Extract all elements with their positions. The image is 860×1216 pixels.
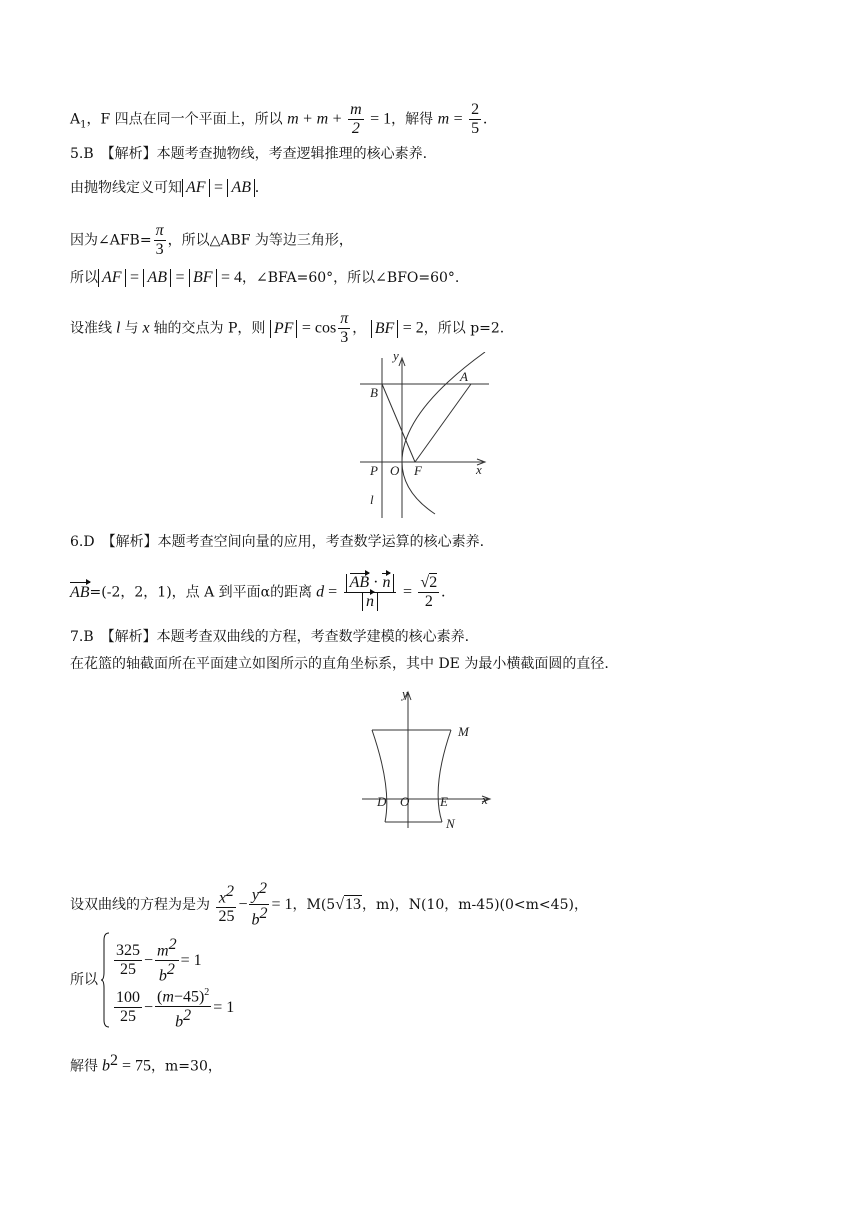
q7-line-2: 在花篮的轴截面所在平面建立如图所示的直角坐标系，其中 DE 为最小横截面圆的直径. [70,656,609,672]
q7-line-4: 所以 [70,972,98,988]
q6-title: 6.D 【解析】本题考查空间向量的应用，考查数学运算的核心素养. [70,534,485,550]
system-brace [100,932,110,1028]
fig1-label-P: P [370,463,378,478]
fig2-label-E: E [440,794,448,809]
fig2-label-y: y [402,688,408,701]
q7-line-3: 设双曲线的方程为是为 $\frac{x^2}{25}$ − $\frac{y^2}{b^2}$ = 1，M(5√13，m)，N(10，m-45)(0<m<45)， [70,880,588,929]
fig2-label-D: D [377,794,387,809]
fig1-label-y: y [393,352,399,363]
fig1-label-l: l [370,492,374,507]
equation-1: $\frac{325}{25}$ − $\frac{m^2}{b^2}$ = 1 [116,936,202,985]
q5-line-2: 由抛物线定义可知 AF = AB . [70,179,260,196]
equation-2: $\frac{100}{25}$ − $\frac{(m-45)^2}{b^2}$ = 1 [116,987,235,1031]
q5-line-3: 因为∠AFB= $\frac{\pi}{3}$ ，所以△ABF 为等边三角形， [70,222,353,258]
q5-line-4: 所以 AF = AB = BF = 4，∠BFA=60°，所以∠BFO=60°. [70,269,460,286]
fig1-label-A: A [460,369,468,384]
fig2-label-x: x [482,792,488,807]
fig1-label-O: O [390,463,400,478]
q5-title: 5.B 【解析】本题考查抛物线，考查逻辑推理的核心素养. [70,146,428,162]
fig1-label-B: B [370,385,378,400]
q7-title: 7.B 【解析】本题考查双曲线的方程，考查数学建模的核心素养. [70,629,470,645]
q5-line-5: 设准线 l 与 x 轴的交点为 P，则 PF = cos $\frac{\pi}{3}$ ， BF = 2，所以 p=2. [70,310,505,346]
fig2-label-N: N [446,816,455,830]
line-1: $A_1$，F 四点在同一个平面上，所以 m + m + $\frac{m}{2}$ = 1，解得 m = $\frac{2}{5}$ . [70,101,488,137]
fig1-label-x: x [476,462,482,477]
q6-line-2: AB=(-2，2，1)，点 A 到平面α的距离 d = $\frac{AB \cdot n}{n}$ = $\frac{√2}{2}$ . [70,574,446,610]
fig2-label-M: M [458,724,469,739]
vector-AB: AB [70,583,90,601]
parabola-figure [355,352,500,520]
hyperbola-figure [360,688,495,830]
fig2-label-O: O [400,794,410,809]
fig1-label-F: F [414,463,422,478]
q7-line-5: 解得 $b^2 = 75$，m=30， [70,1052,222,1075]
